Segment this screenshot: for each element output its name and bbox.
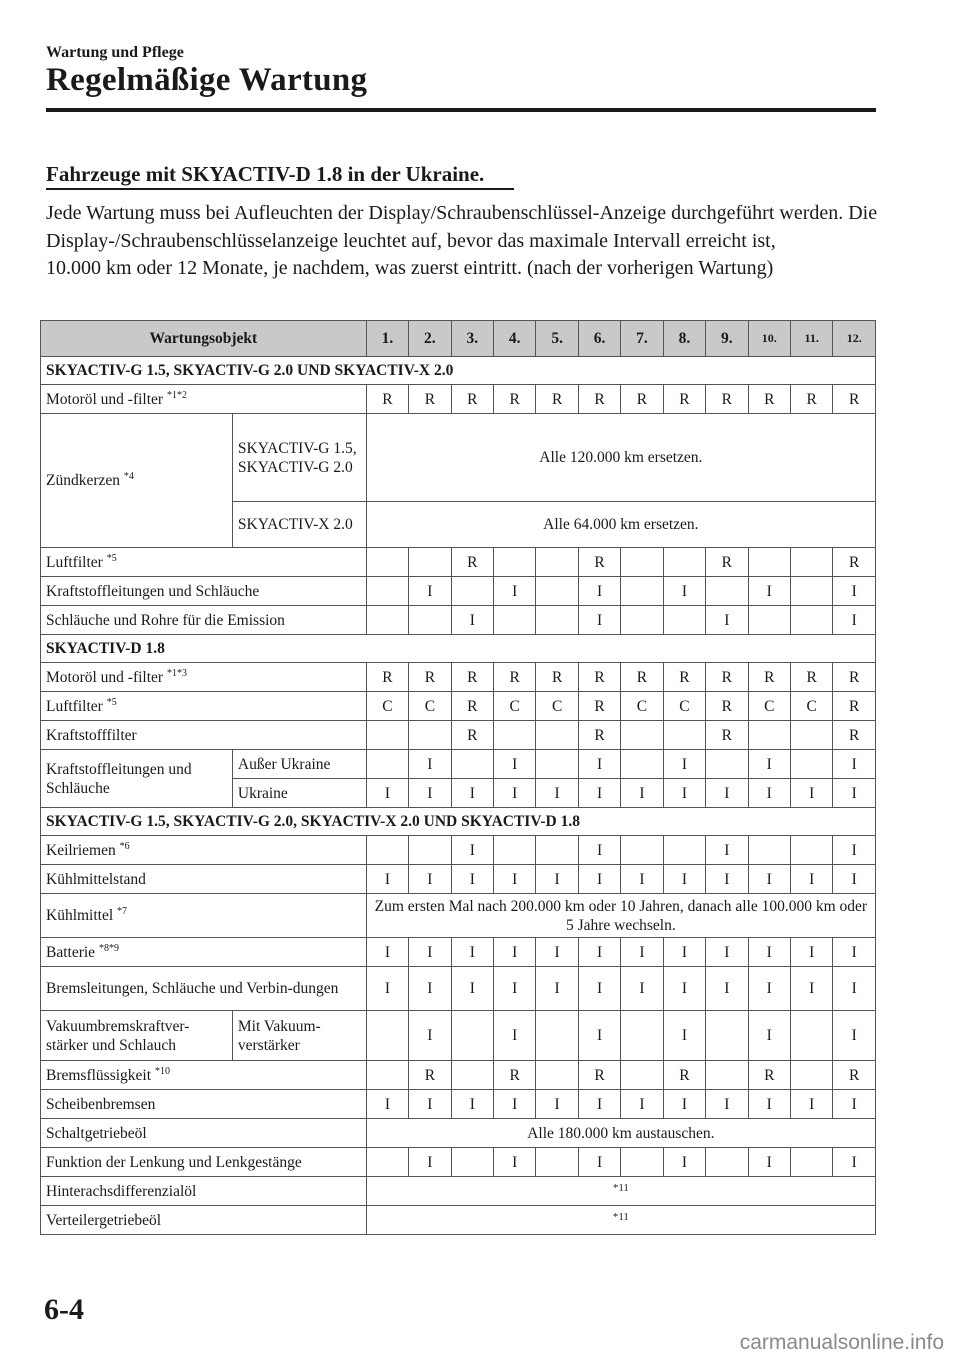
- cell-value: I: [706, 938, 748, 967]
- cell-value: I: [748, 1011, 790, 1061]
- cell-value: I: [578, 938, 620, 967]
- cell-value: C: [663, 692, 705, 721]
- cell-value: I: [833, 865, 876, 894]
- cell-value: C: [494, 692, 536, 721]
- table-row: [41, 836, 876, 865]
- cell-value: R: [494, 663, 536, 692]
- table-row: [41, 967, 876, 1011]
- cell-value: R: [451, 721, 493, 750]
- cell-value: I: [578, 1148, 620, 1177]
- maintenance-table: [40, 320, 876, 1235]
- header-interval: 5.: [536, 321, 578, 357]
- cell-value: I: [578, 606, 620, 635]
- cell-value: I: [706, 1090, 748, 1119]
- row-label: Batterie $^{*8*9}$: [41, 938, 367, 967]
- cell-value: R: [833, 692, 876, 721]
- row-sublabel: Ukraine: [232, 779, 366, 808]
- span-text: Zum ersten Mal nach 200.000 km oder 10 Jahren, danach alle 100.000 km oder 5 Jahre wechseln.: [366, 894, 875, 938]
- header-interval: 11.: [790, 321, 832, 357]
- cell-value: R: [663, 385, 705, 414]
- row-label: Kühlmittelstand: [41, 865, 367, 894]
- cell-value: I: [366, 938, 408, 967]
- cell-value: [748, 836, 790, 865]
- cell-value: [663, 836, 705, 865]
- table-row: [41, 1011, 876, 1061]
- cell-value: R: [451, 385, 493, 414]
- cell-value: I: [494, 938, 536, 967]
- cell-value: [536, 721, 578, 750]
- cell-value: [451, 577, 493, 606]
- cell-value: R: [621, 385, 663, 414]
- cell-value: I: [706, 967, 748, 1011]
- cell-value: I: [578, 1090, 620, 1119]
- group-row: [41, 808, 876, 836]
- cell-value: R: [663, 663, 705, 692]
- row-label: Scheibenbremsen: [41, 1090, 367, 1119]
- span-text: Alle 64.000 km ersetzen.: [366, 502, 875, 548]
- cell-value: R: [833, 663, 876, 692]
- cell-value: [621, 750, 663, 779]
- cell-value: R: [409, 663, 451, 692]
- cell-value: I: [409, 1148, 451, 1177]
- cell-value: I: [833, 967, 876, 1011]
- group-row: [41, 635, 876, 663]
- cell-value: I: [706, 865, 748, 894]
- cell-value: [706, 1011, 748, 1061]
- cell-value: I: [833, 779, 876, 808]
- cell-value: R: [451, 692, 493, 721]
- cell-value: [409, 606, 451, 635]
- cell-value: I: [451, 938, 493, 967]
- cell-value: I: [621, 779, 663, 808]
- cell-value: I: [366, 1090, 408, 1119]
- row-sublabel: SKYACTIV-G 1.5, SKYACTIV-G 2.0: [232, 414, 366, 502]
- span-text: Alle 180.000 km austauschen.: [366, 1119, 875, 1148]
- cell-value: I: [748, 779, 790, 808]
- cell-value: I: [748, 865, 790, 894]
- cell-value: R: [409, 1061, 451, 1090]
- table-row: [41, 1148, 876, 1177]
- cell-value: [621, 721, 663, 750]
- cell-value: [366, 548, 408, 577]
- cell-value: [621, 548, 663, 577]
- cell-value: [748, 548, 790, 577]
- page-title: Regelmäßige Wartung: [46, 62, 368, 98]
- row-sublabel: SKYACTIV-X 2.0: [232, 502, 366, 548]
- cell-value: I: [621, 865, 663, 894]
- cell-value: [536, 606, 578, 635]
- cell-value: C: [536, 692, 578, 721]
- page-number: 6-4: [44, 1293, 84, 1326]
- cell-value: [790, 606, 832, 635]
- header-interval: 6.: [578, 321, 620, 357]
- cell-value: I: [748, 1148, 790, 1177]
- cell-value: [790, 1011, 832, 1061]
- cell-value: I: [748, 750, 790, 779]
- row-label: Kraftstofffilter: [41, 721, 367, 750]
- cell-value: I: [451, 836, 493, 865]
- cell-value: [621, 1011, 663, 1061]
- cell-value: [536, 1148, 578, 1177]
- cell-value: [790, 721, 832, 750]
- cell-value: I: [578, 836, 620, 865]
- title-rule: [46, 108, 876, 112]
- cell-value: R: [366, 385, 408, 414]
- table-row: [41, 1061, 876, 1090]
- cell-value: [451, 1011, 493, 1061]
- cell-value: R: [706, 721, 748, 750]
- cell-value: [663, 606, 705, 635]
- table-row: [41, 865, 876, 894]
- cell-value: [366, 721, 408, 750]
- row-sublabel: Mit Vakuum-verstärker: [232, 1011, 366, 1061]
- cell-value: I: [409, 750, 451, 779]
- row-label: Kraftstoffleitungen und Schläuche: [41, 577, 367, 606]
- cell-value: [451, 750, 493, 779]
- cell-value: C: [790, 692, 832, 721]
- row-label: Kühlmittel $^{*7}$: [41, 894, 367, 938]
- cell-value: R: [833, 385, 876, 414]
- cell-value: I: [578, 779, 620, 808]
- cell-value: I: [663, 1090, 705, 1119]
- cell-value: I: [409, 967, 451, 1011]
- header-interval: 2.: [409, 321, 451, 357]
- cell-value: [494, 836, 536, 865]
- cell-value: I: [536, 779, 578, 808]
- cell-value: I: [494, 967, 536, 1011]
- cell-value: I: [833, 1011, 876, 1061]
- cell-value: I: [833, 938, 876, 967]
- cell-value: R: [621, 663, 663, 692]
- cell-value: R: [536, 663, 578, 692]
- cell-value: R: [833, 1061, 876, 1090]
- cell-value: [366, 1061, 408, 1090]
- cell-value: I: [451, 1090, 493, 1119]
- cell-value: I: [833, 606, 876, 635]
- row-label: Motoröl und -filter $^{*1*2}$: [41, 385, 367, 414]
- cell-value: I: [833, 750, 876, 779]
- cell-value: I: [706, 606, 748, 635]
- cell-value: I: [621, 1090, 663, 1119]
- cell-value: [409, 721, 451, 750]
- cell-value: [494, 606, 536, 635]
- cell-value: R: [494, 1061, 536, 1090]
- cell-value: I: [790, 865, 832, 894]
- cell-value: I: [706, 779, 748, 808]
- intro-text: [46, 200, 878, 283]
- cell-value: I: [663, 1011, 705, 1061]
- cell-value: C: [621, 692, 663, 721]
- table-row: [41, 548, 876, 577]
- cell-value: R: [663, 1061, 705, 1090]
- cell-value: [366, 1148, 408, 1177]
- row-label: Bremsflüssigkeit $^{*10}$: [41, 1061, 367, 1090]
- cell-value: R: [578, 721, 620, 750]
- table-row: [41, 1177, 876, 1206]
- cell-value: I: [494, 1011, 536, 1061]
- cell-value: I: [663, 779, 705, 808]
- cell-value: [706, 1061, 748, 1090]
- table-row: [41, 1206, 876, 1235]
- cell-value: [621, 577, 663, 606]
- watermark: carmanualsonline.info: [739, 1331, 944, 1354]
- cell-value: I: [790, 779, 832, 808]
- cell-value: I: [621, 967, 663, 1011]
- cell-value: I: [833, 1090, 876, 1119]
- cell-value: I: [409, 1011, 451, 1061]
- cell-value: R: [578, 385, 620, 414]
- cell-value: [790, 577, 832, 606]
- cell-value: I: [578, 1011, 620, 1061]
- cell-value: C: [409, 692, 451, 721]
- cell-value: R: [790, 385, 832, 414]
- cell-value: I: [409, 938, 451, 967]
- row-label: Schläuche und Rohre für die Emission: [41, 606, 367, 635]
- group-label: SKYACTIV-D 1.8: [41, 635, 876, 663]
- cell-value: I: [621, 938, 663, 967]
- cell-value: [790, 1061, 832, 1090]
- table-row: [41, 894, 876, 938]
- table-row: [41, 721, 876, 750]
- cell-value: R: [706, 692, 748, 721]
- row-label: Luftfilter $^{*5}$: [41, 548, 367, 577]
- row-label: Hinterachsdifferenzialöl: [41, 1177, 367, 1206]
- cell-value: C: [366, 692, 408, 721]
- section-label: Wartung und Pflege: [46, 44, 184, 61]
- table-row: [41, 692, 876, 721]
- header-interval: 4.: [494, 321, 536, 357]
- cell-value: [621, 1061, 663, 1090]
- table-row: [41, 606, 876, 635]
- cell-value: I: [748, 967, 790, 1011]
- cell-value: [536, 577, 578, 606]
- cell-value: R: [578, 1061, 620, 1090]
- cell-value: I: [663, 750, 705, 779]
- cell-value: I: [536, 938, 578, 967]
- header-item: Wartungsobjekt: [41, 321, 367, 357]
- cell-value: I: [451, 967, 493, 1011]
- cell-value: R: [409, 385, 451, 414]
- cell-value: I: [409, 779, 451, 808]
- cell-value: I: [748, 1090, 790, 1119]
- table-row: [41, 1119, 876, 1148]
- cell-value: I: [748, 938, 790, 967]
- row-label: Kraftstoffleitungen und Schläuche: [41, 750, 233, 808]
- cell-value: I: [536, 967, 578, 1011]
- header-interval: 9.: [706, 321, 748, 357]
- cell-value: [536, 750, 578, 779]
- cell-value: [366, 606, 408, 635]
- cell-value: [790, 1148, 832, 1177]
- cell-value: I: [790, 967, 832, 1011]
- table-row: [41, 750, 876, 779]
- cell-value: I: [578, 967, 620, 1011]
- header-interval: 12.: [833, 321, 876, 357]
- cell-value: [790, 836, 832, 865]
- cell-value: I: [663, 577, 705, 606]
- row-label: Schaltgetriebeöl: [41, 1119, 367, 1148]
- cell-value: I: [790, 938, 832, 967]
- cell-value: I: [578, 750, 620, 779]
- cell-value: I: [451, 779, 493, 808]
- table-row: [41, 414, 876, 502]
- header-interval: 8.: [663, 321, 705, 357]
- header-interval: 10.: [748, 321, 790, 357]
- cell-value: R: [748, 385, 790, 414]
- cell-value: [663, 548, 705, 577]
- cell-value: I: [451, 606, 493, 635]
- cell-value: I: [663, 865, 705, 894]
- cell-value: R: [578, 692, 620, 721]
- span-text: Alle 120.000 km ersetzen.: [366, 414, 875, 502]
- row-label: Motoröl und -filter $^{*1*3}$: [41, 663, 367, 692]
- cell-value: [366, 750, 408, 779]
- header-interval: 7.: [621, 321, 663, 357]
- cell-value: I: [663, 1148, 705, 1177]
- row-label: Keilriemen $^{*6}$: [41, 836, 367, 865]
- row-label: Luftfilter $^{*5}$: [41, 692, 367, 721]
- cell-value: [663, 721, 705, 750]
- group-label: SKYACTIV-G 1.5, SKYACTIV-G 2.0, SKYACTIV-X 2.0 UND SKYACTIV-D 1.8: [41, 808, 876, 836]
- cell-value: [451, 1148, 493, 1177]
- footnote-ref: *11: [366, 1177, 875, 1206]
- cell-value: [790, 750, 832, 779]
- cell-value: I: [536, 865, 578, 894]
- cell-value: R: [536, 385, 578, 414]
- cell-value: I: [536, 1090, 578, 1119]
- cell-value: [706, 577, 748, 606]
- cell-value: R: [366, 663, 408, 692]
- cell-value: R: [578, 663, 620, 692]
- cell-value: I: [790, 1090, 832, 1119]
- cell-value: [494, 548, 536, 577]
- cell-value: I: [494, 1148, 536, 1177]
- cell-value: I: [663, 967, 705, 1011]
- cell-value: [621, 836, 663, 865]
- footnote-ref: *11: [366, 1206, 875, 1235]
- cell-value: I: [706, 836, 748, 865]
- cell-value: R: [748, 1061, 790, 1090]
- sub-heading-underline: [46, 188, 514, 190]
- cell-value: R: [706, 663, 748, 692]
- row-label: Vakuumbremskraftver-stärker und Schlauch: [41, 1011, 233, 1061]
- cell-value: C: [748, 692, 790, 721]
- table-row: [41, 577, 876, 606]
- table-row: [41, 385, 876, 414]
- cell-value: I: [833, 836, 876, 865]
- cell-value: I: [451, 865, 493, 894]
- intro-line-2: 10.000 km oder 12 Monate, je nachdem, was zuerst eintritt. (nach der vorherigen Wartung): [46, 257, 774, 279]
- cell-value: [366, 1011, 408, 1061]
- group-row: [41, 357, 876, 385]
- cell-value: I: [494, 865, 536, 894]
- cell-value: [748, 721, 790, 750]
- row-sublabel: Außer Ukraine: [232, 750, 366, 779]
- cell-value: I: [578, 577, 620, 606]
- cell-value: I: [663, 938, 705, 967]
- cell-value: [748, 606, 790, 635]
- cell-value: I: [494, 750, 536, 779]
- cell-value: R: [706, 548, 748, 577]
- cell-value: I: [833, 1148, 876, 1177]
- cell-value: I: [494, 577, 536, 606]
- cell-value: [536, 836, 578, 865]
- row-label: Bremsleitungen, Schläuche und Verbin-dungen: [41, 967, 367, 1011]
- cell-value: R: [706, 385, 748, 414]
- cell-value: [366, 836, 408, 865]
- cell-value: I: [494, 779, 536, 808]
- cell-value: R: [833, 721, 876, 750]
- cell-value: I: [409, 865, 451, 894]
- cell-value: [409, 548, 451, 577]
- cell-value: R: [578, 548, 620, 577]
- cell-value: R: [790, 663, 832, 692]
- cell-value: I: [494, 1090, 536, 1119]
- row-label: Funktion der Lenkung und Lenkgestänge: [41, 1148, 367, 1177]
- cell-value: I: [409, 1090, 451, 1119]
- cell-value: I: [748, 577, 790, 606]
- intro-line-1: Jede Wartung muss bei Aufleuchten der Display/Schraubenschlüssel-Anzeige durchgeführt werden. Die Display-/Schraubenschlüsselanzeige leuchtet auf, bevor das maximale Intervall erreicht ist,: [46, 202, 878, 252]
- sub-heading: Fahrzeuge mit SKYACTIV-D 1.8 in der Ukraine.: [46, 162, 485, 186]
- cell-value: [494, 721, 536, 750]
- group-label: SKYACTIV-G 1.5, SKYACTIV-G 2.0 UND SKYACTIV-X 2.0: [41, 357, 876, 385]
- cell-value: [366, 577, 408, 606]
- cell-value: [706, 750, 748, 779]
- cell-value: [536, 548, 578, 577]
- cell-value: R: [451, 548, 493, 577]
- cell-value: I: [366, 967, 408, 1011]
- cell-value: I: [409, 577, 451, 606]
- cell-value: [790, 548, 832, 577]
- header-interval: 3.: [451, 321, 493, 357]
- cell-value: [451, 1061, 493, 1090]
- cell-value: I: [833, 577, 876, 606]
- row-label: Verteilergetriebeöl: [41, 1206, 367, 1235]
- cell-value: I: [366, 779, 408, 808]
- table-header-row: [41, 321, 876, 357]
- cell-value: [536, 1011, 578, 1061]
- cell-value: [621, 606, 663, 635]
- table-row: [41, 938, 876, 967]
- cell-value: [706, 1148, 748, 1177]
- cell-value: [621, 1148, 663, 1177]
- cell-value: R: [833, 548, 876, 577]
- row-label: Zündkerzen $^{*4}$: [41, 414, 233, 548]
- cell-value: I: [578, 865, 620, 894]
- table-row: [41, 1090, 876, 1119]
- cell-value: R: [451, 663, 493, 692]
- cell-value: R: [494, 385, 536, 414]
- table-row: [41, 663, 876, 692]
- cell-value: [536, 1061, 578, 1090]
- cell-value: [409, 836, 451, 865]
- cell-value: I: [366, 865, 408, 894]
- cell-value: R: [748, 663, 790, 692]
- header-interval: 1.: [366, 321, 408, 357]
